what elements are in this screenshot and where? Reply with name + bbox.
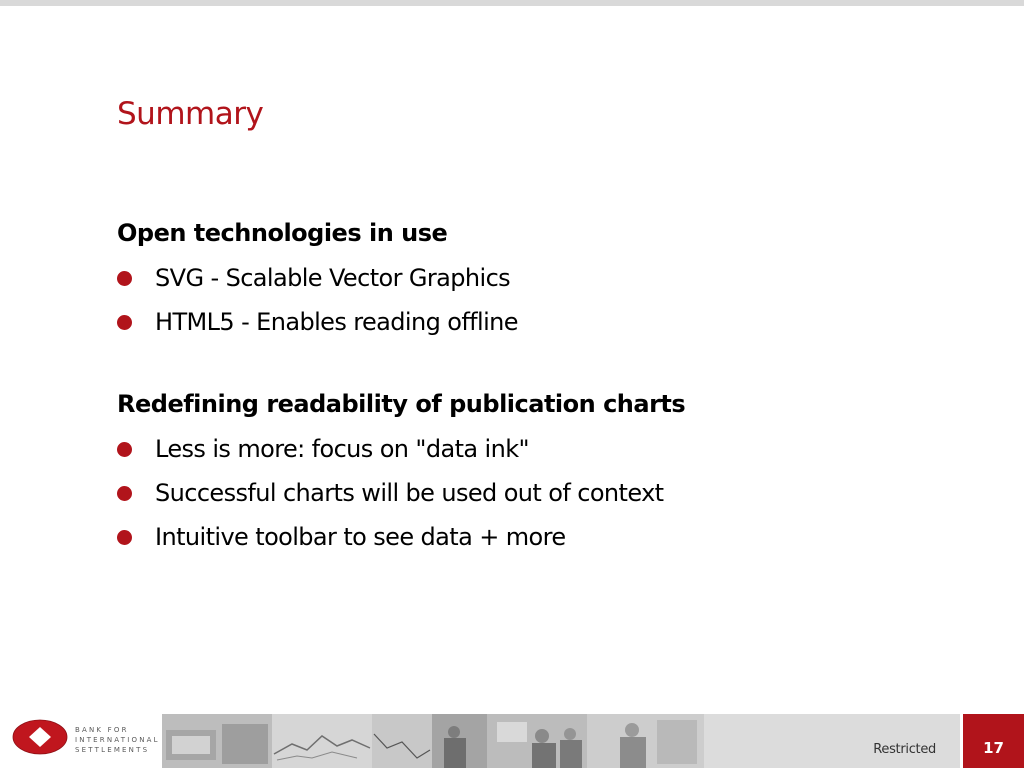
bullet-item: [117, 432, 529, 466]
logo-line: INTERNATIONAL: [75, 736, 160, 744]
bullet-item: [117, 476, 663, 510]
bis-logo: [0, 714, 162, 768]
classification-label: Restricted: [873, 742, 936, 757]
bullet-dot-icon: [117, 315, 132, 330]
slide-title: Summary: [117, 96, 264, 132]
bullet-item: [117, 305, 518, 339]
bullet-dot-icon: [117, 271, 132, 286]
section-heading-open-technologies: Open technologies in use: [117, 219, 448, 247]
logo-line: BANK FOR: [75, 726, 129, 734]
page-number-box: [963, 714, 1024, 768]
bullet-item: [117, 520, 566, 554]
photo-collage-image: [162, 714, 704, 768]
bullet-text: Intuitive toolbar to see data + more: [155, 523, 566, 551]
top-bar: [0, 0, 1024, 6]
footer-classification-area: [704, 714, 960, 768]
bis-logo-mark-icon: [12, 718, 68, 758]
section-heading-redefining-readability: Redefining readability of publication charts: [117, 390, 686, 418]
logo-wordmark: [75, 725, 160, 755]
slide-footer: [0, 714, 1024, 768]
bullet-text: HTML5 - Enables reading offline: [155, 308, 518, 336]
bullet-item: [117, 261, 510, 295]
bullet-dot-icon: [117, 530, 132, 545]
bullet-text: Successful charts will be used out of context: [155, 479, 664, 507]
footer-photo-strip: [162, 714, 704, 768]
bullet-dot-icon: [117, 442, 132, 457]
bullet-text: Less is more: focus on "data ink": [155, 435, 529, 463]
bullet-text: SVG - Scalable Vector Graphics: [155, 264, 511, 292]
page-number: 17: [983, 739, 1004, 757]
logo-line: SETTLEMENTS: [75, 746, 150, 754]
bullet-dot-icon: [117, 486, 132, 501]
